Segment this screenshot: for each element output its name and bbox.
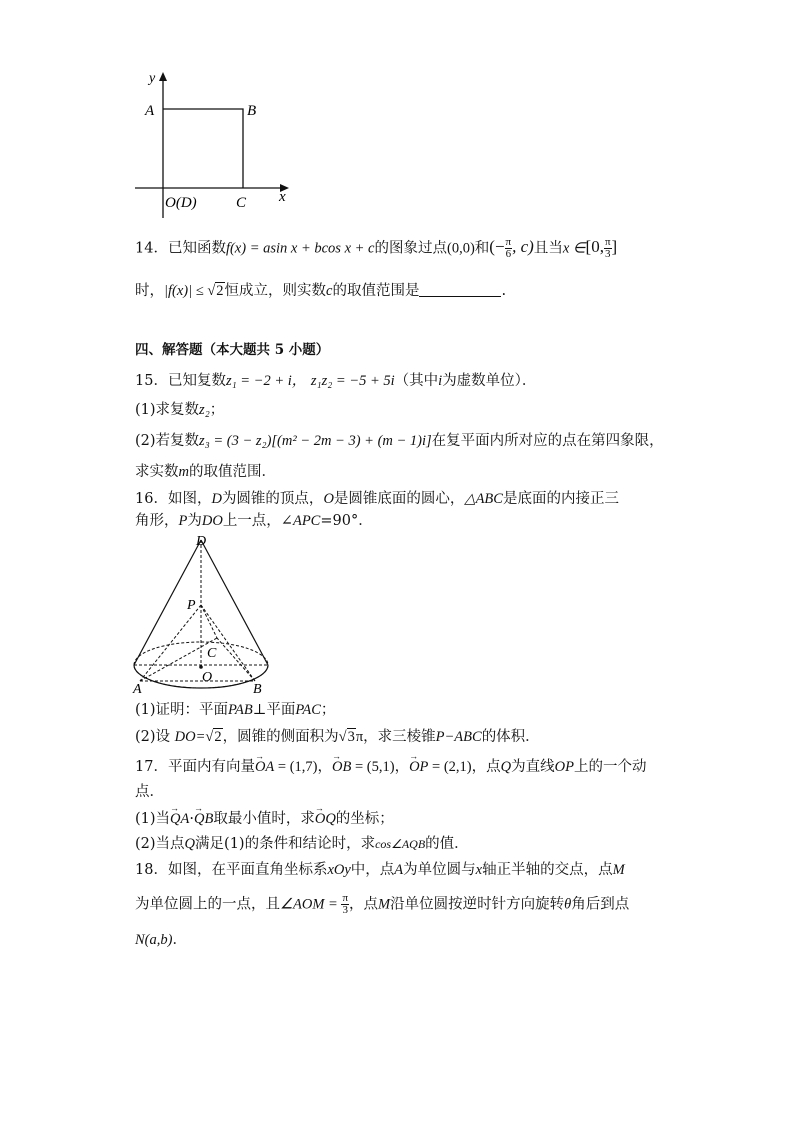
q14-line2: 时，|f(x)| ≤ √2恒成立，则实数c的取值范围是 . xyxy=(135,283,507,299)
q14-answer-blank[interactable] xyxy=(419,282,501,297)
cone-label-P: P xyxy=(187,598,196,613)
q14-line1: 14．已知函数f(x) = asin x + bcos x + c的图象过点(0,0)和(− $\frac{\pi}{6}$ , c)且当x ∈[0, $\frac{\pi}{3}$ ] xyxy=(135,236,618,260)
q14-point1: (0,0) xyxy=(447,240,475,257)
label-O-D: O(D) xyxy=(165,195,197,211)
q15-part1: (1)求复数z₂； xyxy=(135,402,225,418)
square-outline xyxy=(163,109,243,188)
label-C: C xyxy=(236,195,247,211)
q18-line1: 18．如图，在平面直角坐标系xOy中，点A为单位圆与x轴正半轴的交点，点M xyxy=(135,862,625,878)
edge-PC xyxy=(201,605,217,638)
q17-part2: (2)当点Q满足(1)的条件和结论时，求cos∠AQB的值． xyxy=(135,836,469,852)
cone-label-C: C xyxy=(207,646,217,661)
cone-label-D: D xyxy=(196,534,207,549)
q16-part2: (2)设 DO=√2，圆锥的侧面积为√3π，求三棱锥P−ABC的体积． xyxy=(135,729,540,745)
label-y: y xyxy=(149,71,156,86)
q16-part1: (1)证明：平面PAB⊥平面PAC； xyxy=(135,702,336,718)
edge-BC xyxy=(217,638,255,681)
section-heading: 四、解答题（本大题共 5 小题） xyxy=(135,342,330,358)
q14-point2: (− $\frac{\pi}{6}$ , c) xyxy=(489,236,534,260)
edge-PA xyxy=(140,605,201,681)
label-x: x xyxy=(279,189,286,205)
q17-line2: 点． xyxy=(135,784,164,800)
cone-label-A: A xyxy=(133,682,142,697)
cone-label-B: B xyxy=(253,682,262,697)
cone-label-O: O xyxy=(202,670,213,685)
q15-part2-line1: (2)若复数z₃ = (3 − z₂)[(m² − 2m − 3) + (m − 1)i]在复平面内所对应的点在第四象限， xyxy=(135,433,664,449)
square-axes-figure xyxy=(125,68,300,218)
q15-part2-line2: 求实数m的取值范围． xyxy=(135,464,276,480)
q16-line2: 角形，P为DO上一点，∠APC=90°． xyxy=(135,513,373,529)
q16-line1: 16．如图，D为圆锥的顶点，O是圆锥底面的圆心，△ABC是底面的内接正三 xyxy=(135,491,619,507)
q18-line3: N(a,b)． xyxy=(135,932,187,948)
label-B: B xyxy=(247,103,257,119)
q17-line1: 17．平面内有向量→ OA = (1,7)，→ OB = (5,1)，→ OP = (2,1)，点Q为直线OP上的一个动 xyxy=(135,757,646,777)
q15-line1: 15．已知复数z₁ = −2 + i， z₁z₂ = −5 + 5i（其中i为虚数单位）． xyxy=(135,373,537,389)
cone-figure xyxy=(125,530,285,700)
y-axis-arrow xyxy=(159,72,167,81)
q18-line2: 为单位圆上的一点，且∠AOM = $\frac{\pi}{3}$ ，点M沿单位圆按逆时针方向旋转θ角后到点 xyxy=(135,892,630,916)
q14-function: f(x) = asin x + bcos x + c xyxy=(225,240,375,257)
q17-part1: (1)当→ QA·→ QB取最小值时，求→ OQ的坐标； xyxy=(135,809,394,829)
q14-interval: [0, $\frac{\pi}{3}$ ] xyxy=(585,236,618,260)
center-O-dot xyxy=(199,665,203,669)
label-A: A xyxy=(145,103,155,119)
